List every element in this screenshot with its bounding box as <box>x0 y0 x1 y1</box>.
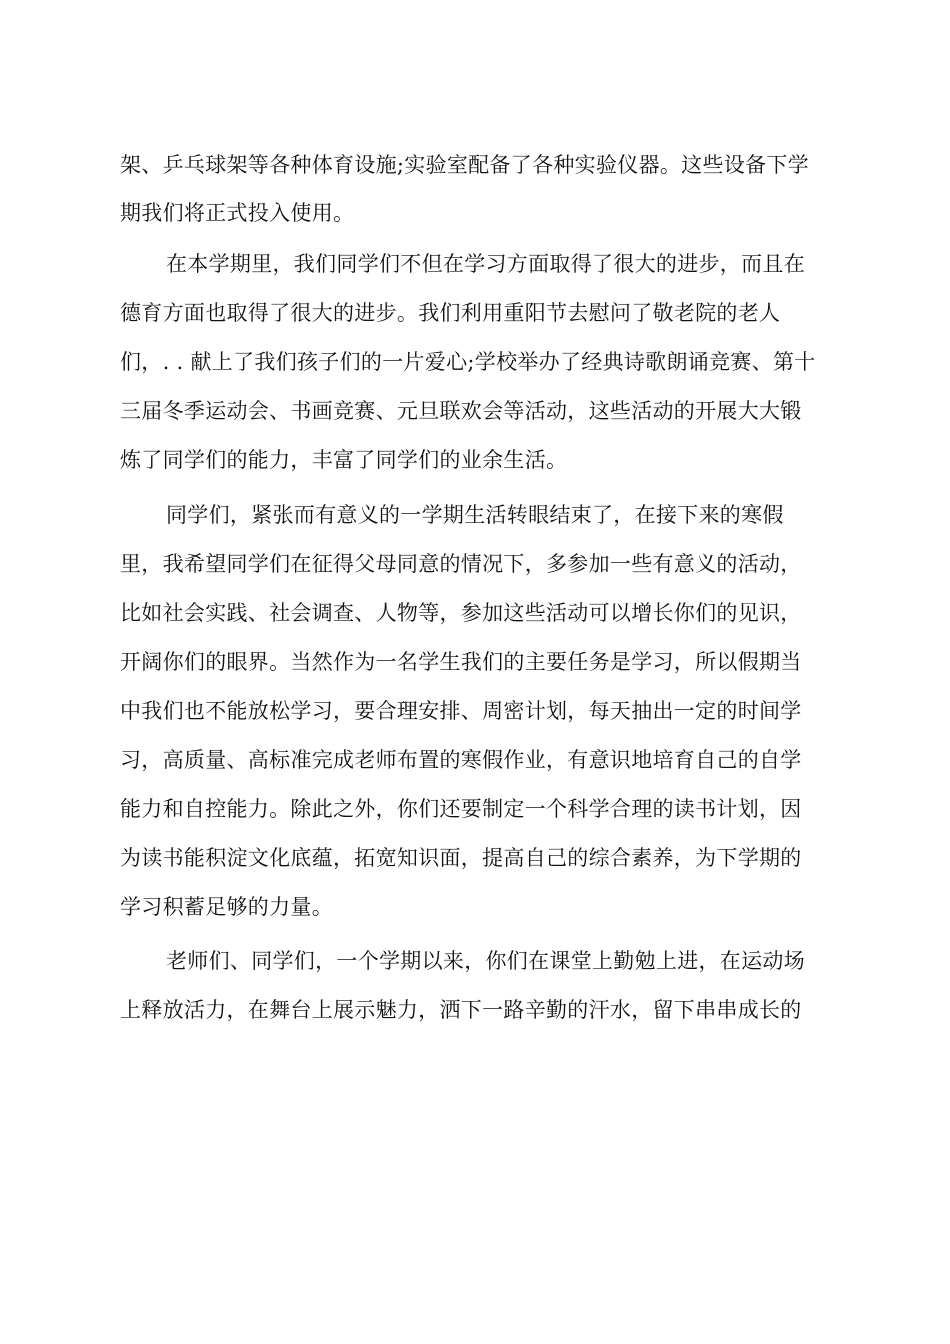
text-line: 们，. . 献上了我们孩子们的一片爱心;学校举办了经典诗歌朗诵竞赛、第十 <box>120 350 816 374</box>
text-line: 架、乒乓球架等各种体育设施;实验室配备了各种实验仪器。这些设备下学 <box>120 153 809 177</box>
text-line: 学习积蓄足够的力量。 <box>120 895 333 919</box>
text-line: 在本学期里，我们同学们不但在学习方面取得了很大的进步，而且在 <box>166 252 805 276</box>
text-line: 三届冬季运动会、书画竞赛、元旦联欢会等活动，这些活动的开展大大锻 <box>120 399 802 423</box>
text-line: 开阔你们的眼界。当然作为一名学生我们的主要任务是学习，所以假期当 <box>120 650 802 674</box>
text-line: 德育方面也取得了很大的进步。我们利用重阳节去慰问了敬老院的老人 <box>120 301 781 325</box>
text-line: 老师们、同学们，一个学期以来，你们在课堂上勤勉上进，在运动场 <box>166 949 805 973</box>
text-line: 习，高质量、高标准完成老师布置的寒假作业，有意识地培育自己的自学 <box>120 748 802 772</box>
text-line: 比如社会实践、社会调查、人物等，参加这些活动可以增长你们的见识， <box>120 601 802 625</box>
text-line: 为读书能积淀文化底蕴，拓宽知识面，提高自己的综合素养，为下学期的 <box>120 846 802 870</box>
text-line: 中我们也不能放松学习，要合理安排、周密计划，每天抽出一定的时间学 <box>120 699 802 723</box>
text-line: 上释放活力，在舞台上展示魅力，洒下一路辛勤的汗水，留下串串成长的 <box>120 998 802 1022</box>
text-line: 同学们，紧张而有意义的一学期生活转眼结束了，在接下来的寒假 <box>166 503 784 527</box>
text-line: 炼了同学们的能力，丰富了同学们的业余生活。 <box>120 448 568 472</box>
text-line: 里，我希望同学们在征得父母同意的情况下，多参加一些有意义的活动， <box>120 552 802 576</box>
text-line: 能力和自控能力。除此之外，你们还要制定一个科学合理的读书计划，因 <box>120 797 802 821</box>
text-line: 期我们将正式投入使用。 <box>120 201 355 225</box>
